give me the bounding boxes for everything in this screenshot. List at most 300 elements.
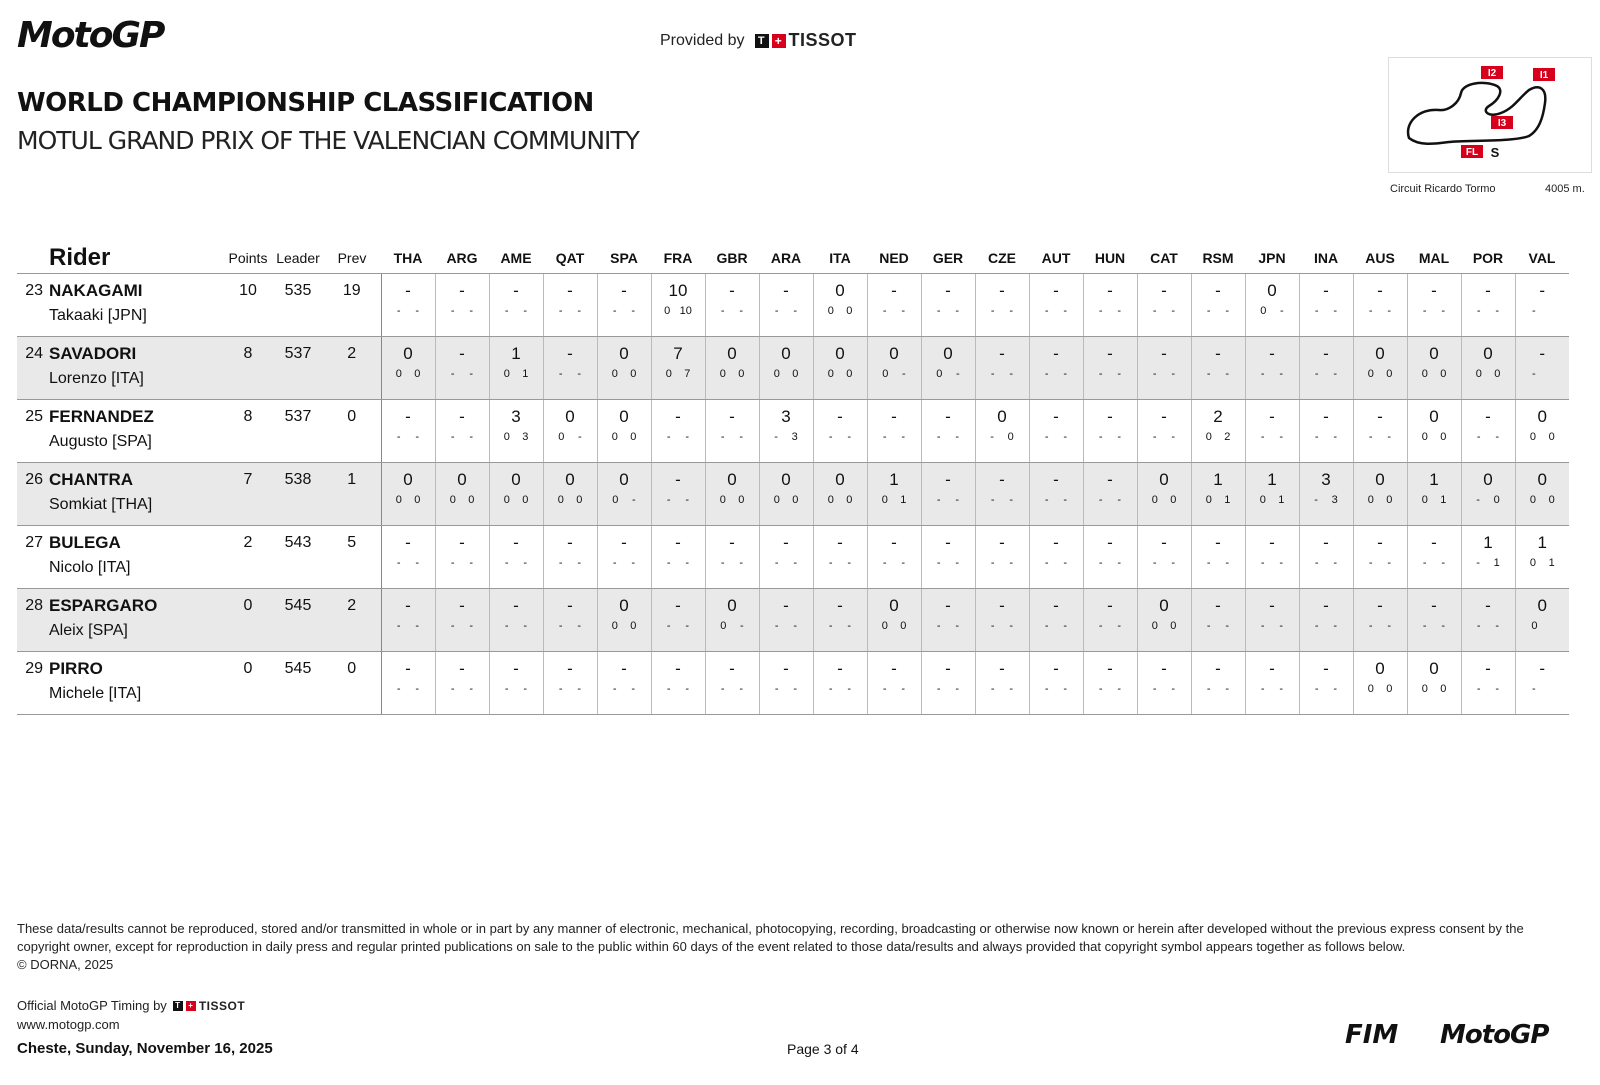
sprint-points: - [1206,683,1211,695]
race-only-points: - [1117,683,1122,695]
tissot-logo-small [173,999,245,1013]
sprint-points: - [1314,494,1318,506]
race-points: 1 [511,344,521,363]
race-points: - [837,407,843,426]
race-only-points: - [685,431,690,443]
sprint-points: - [450,368,455,380]
sprint-points: - [990,431,994,443]
race-points: - [891,533,897,552]
rider-surname: ESPARGARO [49,596,158,615]
race-points: 10 [668,281,688,300]
race-points: 0 [727,470,737,489]
race-result [543,337,597,400]
disclaimer [17,920,1577,974]
race-result [489,652,543,715]
race-points: - [1485,407,1491,426]
prev-header: Prev [323,243,381,274]
race-points: 0 [1537,407,1547,426]
sprint-points: - [396,431,401,443]
race-points: 1 [1429,470,1439,489]
race-points: - [1377,596,1383,615]
race-points: - [1215,596,1221,615]
race-only-points: - [1009,494,1014,506]
race-points: - [1431,533,1437,552]
race-points-breakdown [1138,557,1191,569]
race-only-points: 2 [1224,431,1231,443]
race-points: 0 [943,344,953,363]
rider-name [43,337,223,400]
sprint-points: - [1044,683,1049,695]
race-only-points: 0 [900,620,907,632]
race-points-breakdown [1462,305,1515,317]
race-result [1407,400,1461,463]
race-points: 3 [1321,470,1331,489]
tissot-logo [755,30,857,51]
sprint-points: - [1314,368,1319,380]
race-result [867,274,921,337]
race-result [813,652,867,715]
website-link[interactable]: www.motogp.com [17,1017,120,1032]
race-only-points: - [1117,494,1122,506]
race-only-points: 1 [1548,557,1555,569]
race-points: - [513,596,519,615]
race-result [813,526,867,589]
race-only-points: - [901,683,906,695]
race-result [1515,463,1569,526]
race-only-points: - [469,683,474,695]
race-points: - [675,659,681,678]
race-result [1245,463,1299,526]
race-result [1137,274,1191,337]
race-only-points: - [685,557,690,569]
sprint-points: - [1098,683,1103,695]
race-points-breakdown [436,494,489,506]
race-points: - [1053,533,1059,552]
sprint-points: - [720,557,725,569]
race-only-points: 0 [1494,368,1501,380]
race-result [1299,652,1353,715]
race-result [651,589,705,652]
race-points-breakdown [1246,431,1299,443]
sprint-points: 0 [558,431,565,443]
race-result [1191,589,1245,652]
race-points-breakdown [490,557,543,569]
race-points: 0 [1375,470,1385,489]
sprint-points: - [990,305,995,317]
race-points-breakdown [814,683,867,695]
race-points: 0 [403,344,413,363]
race-result [597,589,651,652]
sprint-points: - [1152,683,1157,695]
race-points: - [1107,281,1113,300]
sprint-points: 0 [1529,557,1536,569]
race-result [651,526,705,589]
sprint-points: 0 [395,368,402,380]
sprint-points: - [1044,494,1049,506]
race-points-breakdown [1462,494,1515,506]
race-only-points: 1 [522,368,529,380]
race-result [1461,652,1515,715]
race-points-breakdown [652,557,705,569]
race-result [921,337,975,400]
race-only-points: - [523,305,528,317]
sprint-points: 0 [773,494,780,506]
race-only-points: - [1063,368,1068,380]
race-points-breakdown [1516,620,1570,632]
sprint-points: 0 [665,368,672,380]
race-only-points: - [577,683,582,695]
sprint-points: 0 [1151,494,1158,506]
race-points: 0 [727,344,737,363]
race-points-breakdown [544,620,597,632]
race-points-breakdown [760,368,813,380]
race-points-breakdown [1300,683,1353,695]
race-only-points: - [577,305,582,317]
race-result [813,274,867,337]
race-points: 0 [565,407,575,426]
race-only-points: - [469,620,474,632]
race-points: - [1053,344,1059,363]
race-points: 0 [1483,344,1493,363]
race-result [1461,274,1515,337]
sprint-points: - [990,494,995,506]
race-only-points: - [1279,557,1284,569]
race-only-points: - [1279,683,1284,695]
race-result [1461,589,1515,652]
race-header: MAL [1407,243,1461,274]
race-result [1029,337,1083,400]
race-only-points: - [1333,368,1338,380]
race-only-points: - [1279,368,1284,380]
race-result [543,400,597,463]
race-result [489,400,543,463]
race-points-breakdown [922,620,975,632]
race-only-points: - [955,305,960,317]
race-only-points: 0 [1386,683,1393,695]
sprint-points: - [396,305,401,317]
race-header: HUN [1083,243,1137,274]
sprint-points: 0 [1367,683,1374,695]
race-result [1299,526,1353,589]
sprint-points: - [990,368,995,380]
race-result [597,274,651,337]
race-points-breakdown [436,557,489,569]
sprint-points: - [1044,620,1049,632]
race-only-points: - [1495,305,1500,317]
race-result [867,652,921,715]
rider-points: 8 [223,337,273,400]
race-result [381,526,435,589]
marker-i2: I2 [1487,68,1497,79]
race-result [543,526,597,589]
race-points: - [999,281,1005,300]
race-result [975,589,1029,652]
race-points: - [621,659,627,678]
race-only-points: - [1117,431,1122,443]
race-points: 0 [889,344,899,363]
race-points: - [1323,533,1329,552]
rider-firstname: Nicolo [ITA] [49,559,131,576]
race-result [1137,652,1191,715]
race-header: SPA [597,243,651,274]
race-result [1137,400,1191,463]
rider-prev-gap: 0 [323,652,381,715]
sprint-points: 0 [1367,494,1374,506]
race-result [975,400,1029,463]
race-points-breakdown [1408,620,1461,632]
race-header: RSM [1191,243,1245,274]
race-result [1353,652,1407,715]
race-points: - [621,533,627,552]
race-only-points: - [1225,683,1230,695]
race-points: 0 [403,470,413,489]
race-result [1461,463,1515,526]
race-result [975,337,1029,400]
race-points: - [675,533,681,552]
race-header: ITA [813,243,867,274]
sprint-points: 0 [882,368,889,380]
rider-firstname: Aleix [SPA] [49,622,128,639]
race-points: - [1107,344,1113,363]
sprint-points: 0 [1421,431,1428,443]
race-result [543,652,597,715]
race-result [1461,400,1515,463]
race-only-points: - [902,368,906,380]
race-points-breakdown [1408,368,1461,380]
race-points-breakdown [868,620,921,632]
race-points-breakdown [1246,368,1299,380]
race-points: - [459,533,465,552]
race-only-points: - [523,620,528,632]
race-points: - [891,407,897,426]
race-result [1515,274,1569,337]
race-points: - [1539,281,1546,300]
timing-label: Official MotoGP Timing by [17,998,167,1013]
sprint-points: - [504,620,509,632]
race-result [1353,463,1407,526]
race-points-breakdown [868,683,921,695]
sprint-points: - [990,683,995,695]
race-points-breakdown [490,494,543,506]
race-only-points: - [469,368,474,380]
rider-position: 29 [17,652,43,715]
sprint-points: - [720,305,725,317]
race-points-breakdown [706,431,759,443]
sprint-points: 0 [1531,620,1538,632]
race-points-breakdown [1354,494,1407,506]
race-result [651,337,705,400]
race-points-breakdown [922,305,975,317]
race-only-points: - [469,431,474,443]
sprint-points: 0 [1421,683,1428,695]
race-points-breakdown [1138,305,1191,317]
sprint-points: - [936,431,941,443]
sprint-points: 0 [827,494,834,506]
race-points-breakdown [1030,305,1083,317]
sprint-points: - [1098,305,1103,317]
race-points: - [459,407,465,426]
race-points-breakdown [1030,683,1083,695]
race-only-points: 0 [1170,620,1177,632]
race-only-points: - [740,620,744,632]
race-result [1191,274,1245,337]
race-result [1029,400,1083,463]
race-points-breakdown [868,431,921,443]
sprint-points: - [1476,494,1480,506]
race-only-points: - [631,557,636,569]
sprint-points: 0 [1259,494,1266,506]
race-result [1083,463,1137,526]
race-points: - [783,533,789,552]
race-points-breakdown [706,683,759,695]
sprint-points: - [396,683,401,695]
race-only-points: - [415,431,420,443]
sprint-points: - [1368,431,1373,443]
race-points: - [1215,533,1221,552]
race-points: - [945,470,951,489]
race-points-breakdown [382,683,435,695]
race-points: - [1215,281,1221,300]
race-result [651,274,705,337]
race-points-breakdown [1516,305,1570,317]
race-result [705,589,759,652]
race-points: - [675,596,681,615]
race-points-breakdown [1084,431,1137,443]
race-points-breakdown [1354,557,1407,569]
sprint-points: 0 [827,305,834,317]
race-result [435,463,489,526]
sprint-points: - [1314,683,1319,695]
race-points-breakdown [1030,494,1083,506]
motogp-logo-footer: MotoGP [1440,1020,1549,1050]
race-points-breakdown [1138,620,1191,632]
race-result [651,463,705,526]
race-only-points: - [1009,557,1014,569]
race-points-breakdown [1516,683,1570,695]
race-result [1407,526,1461,589]
race-result [867,463,921,526]
race-points: - [1269,659,1275,678]
race-only-points: - [415,305,420,317]
race-points: - [1107,533,1113,552]
race-only-points: 0 [1548,431,1555,443]
race-points: 0 [619,407,629,426]
race-only-points: - [1063,431,1068,443]
marker-i3: I3 [1497,118,1507,129]
race-result [921,652,975,715]
sprint-points: - [1206,305,1211,317]
race-result [1137,589,1191,652]
page-title: WORLD CHAMPIONSHIP CLASSIFICATION [17,88,594,118]
sprint-points: - [936,494,941,506]
race-points: 0 [565,470,575,489]
sprint-points: - [450,305,455,317]
race-points: - [1161,659,1167,678]
race-points: - [1107,659,1113,678]
race-points-breakdown [598,368,651,380]
rider-surname: BULEGA [49,533,121,552]
official-timing [17,998,245,1013]
race-only-points: 0 [522,494,529,506]
sprint-points: - [1206,368,1211,380]
race-points-breakdown [436,620,489,632]
race-only-points: - [1333,557,1338,569]
sprint-points: - [558,368,563,380]
race-points-breakdown [1138,494,1191,506]
race-points-breakdown [1246,683,1299,695]
sprint-points: - [1206,557,1211,569]
race-only-points: 0 [1493,494,1500,506]
race-result [867,337,921,400]
sprint-points: 0 [720,620,727,632]
sprint-points: - [882,683,887,695]
race-points-breakdown [1192,557,1245,569]
race-result [1299,463,1353,526]
sprint-points: 0 [1421,494,1428,506]
race-only-points: - [739,557,744,569]
race-points: - [567,281,573,300]
race-result [597,400,651,463]
race-result [1137,526,1191,589]
race-points: 0 [1267,281,1277,300]
rider-header: Rider [17,243,223,274]
race-result [1083,274,1137,337]
rider-position: 26 [17,463,43,526]
race-points: - [567,596,573,615]
race-result [1029,652,1083,715]
race-result [489,589,543,652]
race-result [813,589,867,652]
race-points: - [1053,470,1059,489]
race-points: - [1377,533,1383,552]
race-only-points: 0 [846,494,853,506]
sprint-points: - [1314,305,1319,317]
race-only-points: - [1009,683,1014,695]
race-points-breakdown [382,494,435,506]
race-points-breakdown [1084,620,1137,632]
sprint-points: - [1152,305,1157,317]
sprint-points: 0 [611,431,618,443]
event-date: Cheste, Sunday, November 16, 2025 [17,1040,273,1057]
race-points: 1 [1483,533,1493,552]
sprint-points: - [1531,305,1536,317]
sprint-points: - [1476,431,1481,443]
race-points-breakdown [1408,494,1461,506]
race-points-breakdown [1354,368,1407,380]
race-result [1353,274,1407,337]
provided-by-label: Provided by [660,31,745,49]
race-points-breakdown [814,305,867,317]
race-result [867,400,921,463]
rider-points: 0 [223,589,273,652]
race-points-breakdown [814,494,867,506]
race-result [489,526,543,589]
race-header: AUT [1029,243,1083,274]
race-only-points: 7 [684,368,691,380]
race-header: ARG [435,243,489,274]
race-result [1029,526,1083,589]
race-result [759,526,813,589]
sprint-points: 0 [1260,305,1267,317]
race-points: - [1323,281,1329,300]
tissot-wordmark: TISSOT [198,998,246,1013]
race-result [975,274,1029,337]
rider-name [43,400,223,463]
race-result [1245,652,1299,715]
race-points-breakdown [436,368,489,380]
copyright: © DORNA, 2025 [17,957,114,972]
race-points-breakdown [490,683,543,695]
